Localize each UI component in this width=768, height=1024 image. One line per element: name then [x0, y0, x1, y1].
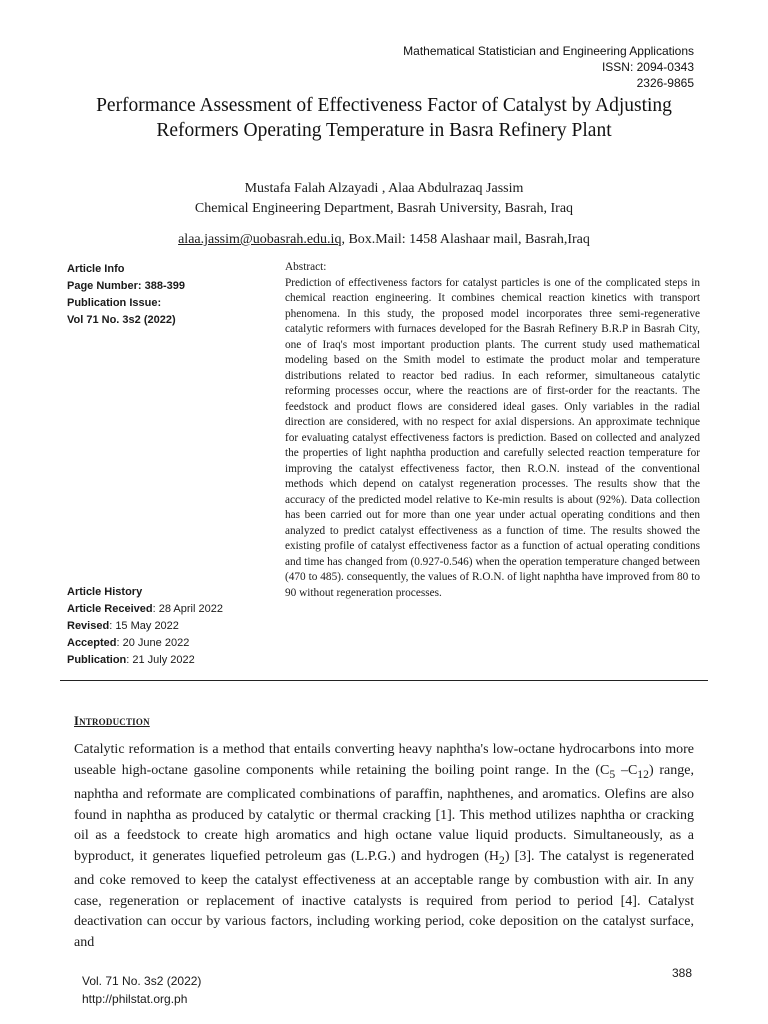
journal-header — [403, 43, 694, 91]
publication-date: : 21 July 2022 — [126, 654, 195, 666]
intro-subscript-c5: 5 — [609, 767, 616, 781]
received-row — [67, 601, 272, 618]
intro-subscript-c12: 12 — [637, 767, 649, 781]
footer-url-link[interactable]: http://philstat.org.ph — [82, 992, 188, 1006]
revised-row — [67, 618, 272, 635]
abstract-text: Prediction of effectiveness factors for catalyst particles is one of the complicated steps in chemical reaction engineering. It combines chemical reaction kinetics with transport phenomena. In this study, the proposed model incorporates three semi-regenerative catalytic reformers with furnaces developed for the Basrah Refinery B.R.P in Basrah City, one of Iraq's most important production plants. The current study used mathematical modeling based on the Smith model to estimate the product molar and temperature distributions related to reactor bed radius. In each reformer, simultaneous catalytic reforming processes occur, where the reactions are of first-order for the reactants. The feedstock and product flows are considered ideal gases. Only variables in the radial direction are considered, with no respect for axial dispersions. An approximate technique for evaluating catalyst effectiveness factors is prediction. Based on collected and analyzed the properties of light naphtha production and carefully selected reaction temperature for improving the catalyst effectiveness factor, then R.O.N. instead of the conventional methods which depend on catalyst regeneration processes. The results show that the accuracy of the predicted model relative to Ke-min results is about (92%). Data collection has been carried out for more than one year under actual operating conditions and then analyzed to predict catalyst effectiveness as a function of time. The results showed the existing profile of catalyst effectiveness factor as a function of actual operating conditions and time has changed from (0.927-0.546) when the operation temperature changed between (470 to 485). consequently, the values of R.O.N. of light naphtha have improved from 80 to 90 without regeneration processes. — [285, 276, 700, 599]
introduction-heading: Introduction — [74, 714, 150, 728]
author-email-link[interactable]: alaa.jassim@uobasrah.edu.iq — [178, 232, 342, 247]
section-divider — [60, 680, 708, 681]
publication-label: Publication — [67, 654, 127, 666]
postal-address: , Box.Mail: 1458 Alashaar mail, Basrah,Iraq — [341, 232, 590, 247]
revised-date: : 15 May 2022 — [109, 620, 179, 632]
article-history — [67, 584, 272, 669]
publication-row — [67, 652, 272, 669]
page-number-footer: 388 — [671, 966, 692, 980]
accepted-label: Accepted — [67, 637, 117, 649]
intro-subscript-h2: 2 — [499, 853, 505, 867]
abstract — [285, 260, 700, 601]
page-number: Page Number: 388-399 — [67, 280, 185, 292]
paper-title-line-1: Performance Assessment of Effectiveness Factor of Catalyst by Adjusting — [96, 95, 672, 116]
intro-text-2: –C — [615, 762, 638, 778]
intro-text-4: ) [3]. The catalyst is regenerated and coke removed to keep the catalyst effectiveness at an acceptable range by combustion with air. In any case, regeneration or replacement of inactive catalysts is required from period to period [4]. Catalyst deactivation can occur by various factors, including working period, coke deposition on the catalyst surface, and — [74, 848, 694, 950]
intro-text-3: ) range, naphtha and reformate are complicated combinations of paraffin, naphthenes, and aromatics. Olefins are also found in naphtha as produced by catalytic or thermal cracking [1]. This method utilizes naphtha or cracking oil as a feedstock to create high aromatics and high octane value liquid products. Simultaneously, as a byproduct, it generates liquefied petroleum gas (L.P.G.) and hydrogen (H — [74, 762, 694, 864]
journal-issn-online: 2326-9865 — [636, 76, 694, 90]
author-affiliation: Chemical Engineering Department, Basrah University, Basrah, Iraq — [194, 201, 574, 216]
accepted-row — [67, 635, 272, 652]
intro-text-1: Catalytic reformation is a method that entails converting heavy naphtha's low-octane hydrocarbons into more useable high-octane gasoline components while retaining the boiling point range. In the (C — [74, 742, 694, 778]
article-info-heading: Article Info — [67, 263, 125, 275]
revised-label: Revised — [67, 620, 110, 632]
received-label: Article Received — [67, 603, 153, 615]
footer-volume: Vol. 71 No. 3s2 (2022) — [82, 974, 202, 988]
page-footer — [82, 972, 201, 1008]
journal-issn-print: ISSN: 2094-0343 — [601, 60, 694, 74]
paper-title-line-2: Reformers Operating Temperature in Basra Refinery Plant — [156, 120, 612, 141]
author-block — [60, 179, 708, 219]
journal-name: Mathematical Statistician and Engineering Applications — [403, 44, 694, 58]
article-info — [67, 261, 267, 329]
introduction-body — [74, 740, 694, 954]
contact-line — [60, 231, 708, 249]
paper-title — [60, 93, 708, 143]
article-history-heading: Article History — [67, 586, 143, 598]
accepted-date: : 20 June 2022 — [116, 637, 190, 649]
author-names: Mustafa Falah Alzayadi , Alaa Abdulrazaq Jassim — [244, 181, 524, 196]
abstract-label: Abstract: — [285, 261, 327, 273]
publication-issue: Publication Issue: — [67, 297, 162, 309]
volume-issue: Vol 71 No. 3s2 (2022) — [67, 314, 176, 326]
received-date: : 28 April 2022 — [152, 603, 223, 615]
